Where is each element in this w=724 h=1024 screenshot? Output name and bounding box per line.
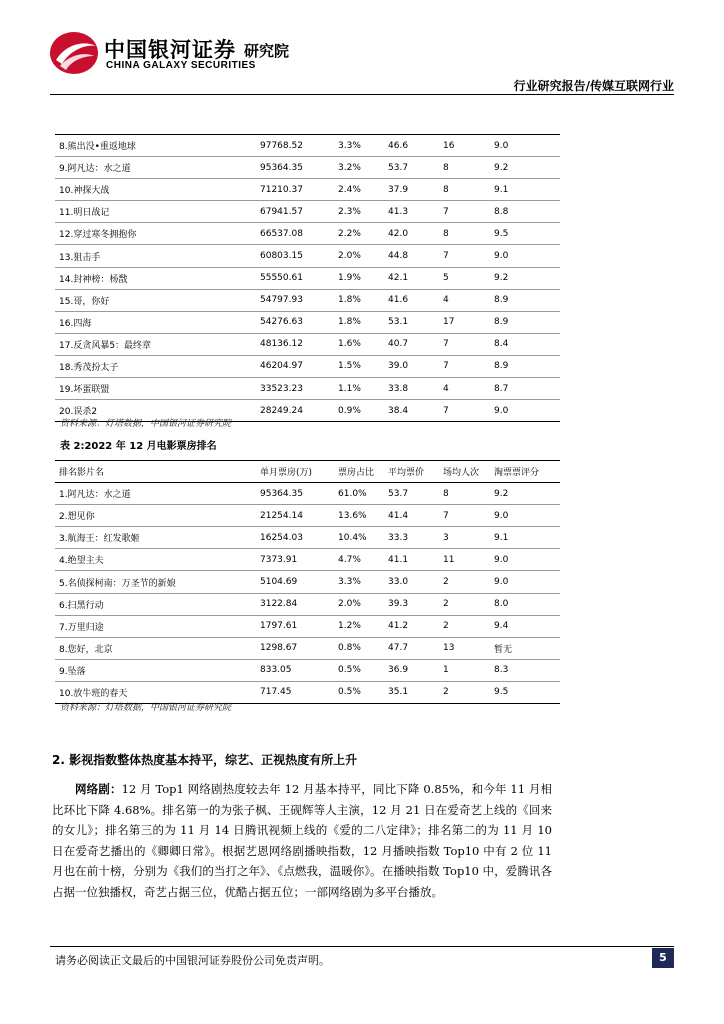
table-cell: 55550.61 bbox=[256, 267, 334, 289]
column-header: 平均票价 bbox=[384, 461, 439, 483]
table-cell: 1.6% bbox=[334, 333, 384, 355]
table-cell: 95364.35 bbox=[256, 157, 334, 179]
table-row bbox=[55, 245, 560, 267]
table-cell: 10.4% bbox=[334, 527, 384, 549]
table-cell: 5.名侦探柯南：万圣节的新娘 bbox=[55, 571, 256, 593]
table-cell: 8.7 bbox=[490, 378, 560, 400]
table-cell: 13.6% bbox=[334, 505, 384, 527]
table-header-row bbox=[55, 461, 560, 483]
table-row bbox=[55, 483, 560, 505]
table-cell: 1.2% bbox=[334, 615, 384, 637]
table-cell: 39.0 bbox=[384, 355, 439, 377]
table-cell: 20.误杀2 bbox=[55, 400, 256, 422]
table-cell: 4 bbox=[439, 378, 490, 400]
table-cell: 9.0 bbox=[490, 549, 560, 571]
table-cell: 7373.91 bbox=[256, 549, 334, 571]
table-cell: 15.哥，你好 bbox=[55, 289, 256, 311]
table-cell: 11 bbox=[439, 549, 490, 571]
table-cell: 9.坠落 bbox=[55, 659, 256, 681]
table-cell: 13 bbox=[439, 637, 490, 659]
table-row bbox=[55, 505, 560, 527]
table-cell: 7 bbox=[439, 355, 490, 377]
table-cell: 3 bbox=[439, 527, 490, 549]
table-cell: 1 bbox=[439, 659, 490, 681]
table-cell: 38.4 bbox=[384, 400, 439, 422]
table-cell: 35.1 bbox=[384, 681, 439, 703]
table-cell: 9.1 bbox=[490, 179, 560, 201]
table-cell: 1.1% bbox=[334, 378, 384, 400]
table-cell: 18.秀茂扮太子 bbox=[55, 355, 256, 377]
table-cell: 13.狙击手 bbox=[55, 245, 256, 267]
column-header: 票房占比 bbox=[334, 461, 384, 483]
table-cell: 95364.35 bbox=[256, 483, 334, 505]
table-cell: 54276.63 bbox=[256, 311, 334, 333]
table-cell: 9.2 bbox=[490, 483, 560, 505]
table-cell: 42.1 bbox=[384, 267, 439, 289]
table-cell: 9.0 bbox=[490, 505, 560, 527]
table-cell: 9.5 bbox=[490, 681, 560, 703]
table-row bbox=[55, 549, 560, 571]
table-cell: 16.四海 bbox=[55, 311, 256, 333]
table-row bbox=[55, 527, 560, 549]
table-cell: 8.熊出没•重返地球 bbox=[55, 135, 256, 157]
table2-title: 表 2:2022 年 12 月电影票房排名 bbox=[60, 441, 217, 452]
table-cell: 71210.37 bbox=[256, 179, 334, 201]
table-cell: 47.7 bbox=[384, 637, 439, 659]
table-cell: 4.绝望主夫 bbox=[55, 549, 256, 571]
table-cell: 14.封神榜：杨戬 bbox=[55, 267, 256, 289]
table-cell: 60803.15 bbox=[256, 245, 334, 267]
table-row bbox=[55, 355, 560, 377]
table-cell: 8.4 bbox=[490, 333, 560, 355]
table-cell: 4 bbox=[439, 289, 490, 311]
table-cell: 2 bbox=[439, 571, 490, 593]
table-cell: 61.0% bbox=[334, 483, 384, 505]
table-cell: 21254.14 bbox=[256, 505, 334, 527]
table-cell: 1.8% bbox=[334, 311, 384, 333]
table-row bbox=[55, 179, 560, 201]
table-row bbox=[55, 289, 560, 311]
table-cell: 10.放牛班的春天 bbox=[55, 681, 256, 703]
table-cell: 4.7% bbox=[334, 549, 384, 571]
table-row bbox=[55, 201, 560, 223]
table-cell: 17.反贪风暴5：最终章 bbox=[55, 333, 256, 355]
column-header: 单月票房(万) bbox=[256, 461, 334, 483]
column-header: 淘票票评分 bbox=[490, 461, 560, 483]
column-header: 排名影片名 bbox=[55, 461, 256, 483]
table-cell: 0.5% bbox=[334, 659, 384, 681]
table-row bbox=[55, 571, 560, 593]
table-cell: 9.0 bbox=[490, 400, 560, 422]
box-office-table-december bbox=[55, 460, 560, 704]
table-cell: 36.9 bbox=[384, 659, 439, 681]
table-cell: 46.6 bbox=[384, 135, 439, 157]
table-cell: 33523.23 bbox=[256, 378, 334, 400]
table-cell: 28249.24 bbox=[256, 400, 334, 422]
table-cell: 8 bbox=[439, 483, 490, 505]
table-row bbox=[55, 267, 560, 289]
table-cell: 8.3 bbox=[490, 659, 560, 681]
table-cell: 37.9 bbox=[384, 179, 439, 201]
table-cell: 16 bbox=[439, 135, 490, 157]
table-row bbox=[55, 157, 560, 179]
table-row bbox=[55, 637, 560, 659]
table-cell: 33.0 bbox=[384, 571, 439, 593]
table-cell: 9.2 bbox=[490, 267, 560, 289]
table-cell: 2.4% bbox=[334, 179, 384, 201]
table-cell: 5104.69 bbox=[256, 571, 334, 593]
table-row bbox=[55, 378, 560, 400]
table-cell: 8.9 bbox=[490, 311, 560, 333]
table-cell: 41.4 bbox=[384, 505, 439, 527]
table-cell: 46204.97 bbox=[256, 355, 334, 377]
table-cell: 9.0 bbox=[490, 245, 560, 267]
table-cell: 1.阿凡达：水之道 bbox=[55, 483, 256, 505]
table-cell: 9.0 bbox=[490, 135, 560, 157]
table-cell: 2.0% bbox=[334, 593, 384, 615]
table-cell: 33.3 bbox=[384, 527, 439, 549]
table-cell: 0.8% bbox=[334, 637, 384, 659]
table-cell: 7 bbox=[439, 245, 490, 267]
table-cell: 1.9% bbox=[334, 267, 384, 289]
table-cell: 2.想见你 bbox=[55, 505, 256, 527]
paragraph-body: 12 月 Top1 网络剧热度较去年 12 月基本持平，同比下降 0.85%，和今年 11 月相比环比下降 4.68%。排名第一的为张子枫、王砚辉等人主演，12 月 21 日在爱奇艺上线的《回来的女儿》；排名第三的为 11 月 14 日腾讯视频上线的《爱的二八定律》；排名第二的为 11 月 10 日在爱奇艺播出的《卿卿日常》。根据艺恩网络剧播映指数，12 月播映指数 Top10 中有 2 位 11 月也在前十榜，分别为《我们的当打之年》、《点燃我，温暖你》。在播映指数 Top10 中，爱腾讯各占据一位独播权，奇艺占据三位，优酷占据五位；一部网络剧为多平台播放。 bbox=[52, 782, 552, 899]
table-cell: 0.9% bbox=[334, 400, 384, 422]
table-cell: 3.3% bbox=[334, 135, 384, 157]
brand-name-en: CHINA GALAXY SECURITIES bbox=[106, 60, 256, 71]
table-cell: 7 bbox=[439, 400, 490, 422]
table-cell: 8.9 bbox=[490, 355, 560, 377]
table-cell: 9.0 bbox=[490, 571, 560, 593]
table-cell: 8.0 bbox=[490, 593, 560, 615]
table-cell: 2.0% bbox=[334, 245, 384, 267]
table-row bbox=[55, 311, 560, 333]
table-cell: 66537.08 bbox=[256, 223, 334, 245]
table-cell: 41.2 bbox=[384, 615, 439, 637]
table-cell: 67941.57 bbox=[256, 201, 334, 223]
box-office-table-annual bbox=[55, 134, 560, 422]
header-divider bbox=[50, 94, 674, 95]
paragraph-lead: 网络剧： bbox=[75, 782, 122, 796]
section-paragraph bbox=[52, 779, 552, 902]
table-cell: 1.8% bbox=[334, 289, 384, 311]
table-cell: 48136.12 bbox=[256, 333, 334, 355]
table-cell: 40.7 bbox=[384, 333, 439, 355]
table-cell: 33.8 bbox=[384, 378, 439, 400]
table-cell: 53.1 bbox=[384, 311, 439, 333]
footer-divider bbox=[50, 946, 674, 947]
table-cell: 3.航海王：红发歌姬 bbox=[55, 527, 256, 549]
table-cell: 8.9 bbox=[490, 289, 560, 311]
page-number: 5 bbox=[652, 948, 674, 968]
table-cell: 44.8 bbox=[384, 245, 439, 267]
table-cell: 10.神探大战 bbox=[55, 179, 256, 201]
footer-disclaimer: 请务必阅读正文最后的中国银河证券股份公司免责声明。 bbox=[55, 954, 330, 967]
table-cell: 41.3 bbox=[384, 201, 439, 223]
table-cell: 7 bbox=[439, 201, 490, 223]
galaxy-logo-icon bbox=[48, 30, 100, 76]
table-cell: 16254.03 bbox=[256, 527, 334, 549]
table-cell: 53.7 bbox=[384, 157, 439, 179]
table-row bbox=[55, 135, 560, 157]
table-cell: 2.2% bbox=[334, 223, 384, 245]
table-cell: 17 bbox=[439, 311, 490, 333]
table-cell: 6.扫黑行动 bbox=[55, 593, 256, 615]
table-cell: 9.阿凡达：水之道 bbox=[55, 157, 256, 179]
table-cell: 8.8 bbox=[490, 201, 560, 223]
table-cell: 1298.67 bbox=[256, 637, 334, 659]
table-cell: 1797.61 bbox=[256, 615, 334, 637]
table-cell: 12.穿过寒冬拥抱你 bbox=[55, 223, 256, 245]
table-cell: 2 bbox=[439, 593, 490, 615]
table-row bbox=[55, 223, 560, 245]
table-cell: 3122.84 bbox=[256, 593, 334, 615]
table-cell: 42.0 bbox=[384, 223, 439, 245]
column-header: 场均人次 bbox=[439, 461, 490, 483]
table-cell: 54797.93 bbox=[256, 289, 334, 311]
table-cell: 2.3% bbox=[334, 201, 384, 223]
table-row bbox=[55, 659, 560, 681]
table1-source: 资料来源：灯塔数据，中国银河证券研究院 bbox=[60, 419, 232, 429]
table-cell: 暂无 bbox=[490, 637, 560, 659]
table-cell: 2 bbox=[439, 681, 490, 703]
table-cell: 7 bbox=[439, 333, 490, 355]
table-cell: 11.明日战记 bbox=[55, 201, 256, 223]
table-cell: 5 bbox=[439, 267, 490, 289]
table-row bbox=[55, 333, 560, 355]
table2-source: 资料来源：灯塔数据，中国银河证券研究院 bbox=[60, 703, 232, 713]
table-cell: 7 bbox=[439, 505, 490, 527]
table-cell: 39.3 bbox=[384, 593, 439, 615]
table-cell: 3.3% bbox=[334, 571, 384, 593]
table-cell: 19.坏蛋联盟 bbox=[55, 378, 256, 400]
table-cell: 2 bbox=[439, 615, 490, 637]
table-cell: 8 bbox=[439, 179, 490, 201]
report-type: 行业研究报告/传媒互联网行业 bbox=[513, 79, 674, 93]
table-cell: 8 bbox=[439, 223, 490, 245]
table-cell: 9.2 bbox=[490, 157, 560, 179]
table-cell: 7.万里归途 bbox=[55, 615, 256, 637]
table-cell: 53.7 bbox=[384, 483, 439, 505]
table-cell: 717.45 bbox=[256, 681, 334, 703]
table-cell: 8.您好，北京 bbox=[55, 637, 256, 659]
table-cell: 0.5% bbox=[334, 681, 384, 703]
table-cell: 1.5% bbox=[334, 355, 384, 377]
institute-label: 研究院 bbox=[244, 42, 290, 60]
section-heading: 2. 影视指数整体热度基本持平，综艺、正视热度有所上升 bbox=[52, 753, 358, 767]
table-cell: 833.05 bbox=[256, 659, 334, 681]
table-cell: 97768.52 bbox=[256, 135, 334, 157]
table-cell: 9.5 bbox=[490, 223, 560, 245]
table-cell: 3.2% bbox=[334, 157, 384, 179]
table-cell: 41.1 bbox=[384, 549, 439, 571]
brand-name-cn: 中国银河证券 bbox=[104, 38, 236, 62]
table-row bbox=[55, 615, 560, 637]
table-cell: 8 bbox=[439, 157, 490, 179]
table-cell: 9.4 bbox=[490, 615, 560, 637]
table-cell: 41.6 bbox=[384, 289, 439, 311]
table-cell: 9.1 bbox=[490, 527, 560, 549]
table-row bbox=[55, 593, 560, 615]
